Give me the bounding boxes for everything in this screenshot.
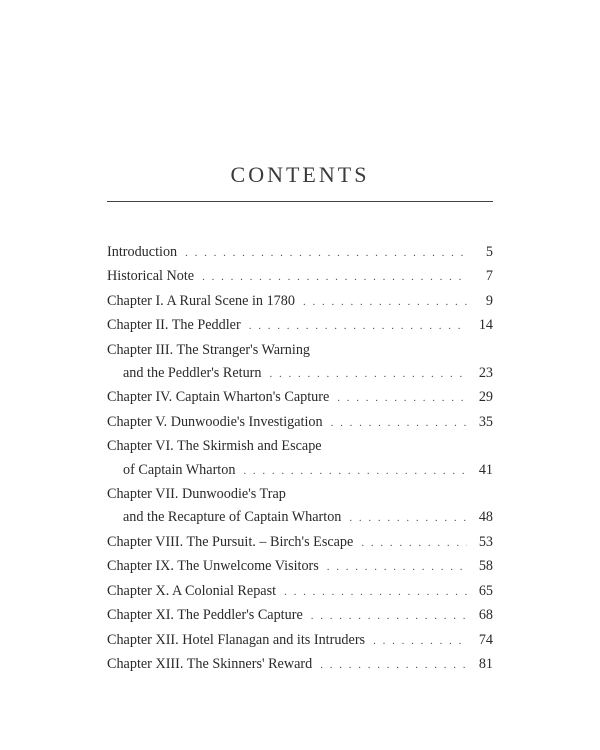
dot-leader: [320, 654, 467, 677]
toc-entry-chapter-7: [107, 483, 493, 531]
toc-page-number: 41: [478, 461, 493, 478]
toc-entry-chapter-9: [107, 555, 493, 579]
toc-entry-chapter-1: [107, 290, 493, 314]
toc-entry-label: Chapter II. The Peddler: [107, 317, 241, 334]
toc-page-number: 23: [478, 365, 493, 382]
toc-entry-chapter-4: [107, 386, 493, 410]
dot-leader: [337, 387, 467, 410]
title-rule: [107, 201, 493, 202]
toc-page-number: 58: [478, 558, 493, 575]
toc-entry-label: Chapter I. A Rural Scene in 1780: [107, 292, 295, 309]
toc-entry-label: Introduction: [107, 244, 178, 260]
toc-entry-label: and the Recapture of Captain Wharton: [123, 509, 342, 526]
toc-entry-chapter-13: [107, 653, 493, 677]
toc-page-number: 81: [478, 655, 493, 672]
toc-entry-label: Chapter XI. The Peddler's Capture: [107, 607, 303, 624]
dot-leader: [185, 242, 467, 265]
dot-leader: [327, 556, 467, 579]
toc-entry-historical-note: [107, 265, 493, 289]
toc-entry-chapter-8: [107, 531, 493, 555]
toc-page-number: 74: [478, 631, 493, 648]
toc-entry-label-line1: Chapter VI. The Skirmish and Escape: [107, 438, 322, 455]
toc-entry-label: Chapter V. Dunwoodie's Investigation: [107, 413, 323, 430]
toc-entry-label-line1: Chapter III. The Stranger's Warning: [107, 341, 311, 358]
dot-leader: [284, 581, 467, 604]
toc-entry-introduction: [107, 241, 493, 265]
toc-entry-chapter-10: [107, 580, 493, 604]
toc-page-number: 5: [485, 244, 493, 260]
toc-entry-label: Chapter IV. Captain Wharton's Capture: [107, 389, 330, 406]
contents-title: CONTENTS: [230, 162, 370, 187]
dot-leader: [249, 315, 467, 338]
dot-leader: [243, 460, 467, 483]
dot-leader: [202, 266, 467, 289]
toc-entry-chapter-12: [107, 629, 493, 653]
dot-leader: [373, 630, 467, 653]
toc-entry-chapter-6: [107, 435, 493, 483]
toc-entry-label: Chapter VIII. The Pursuit. – Birch's Escape: [107, 533, 354, 550]
toc-entry-label: Chapter XIII. The Skinners' Reward: [107, 655, 313, 672]
toc-page-number: 53: [478, 533, 493, 550]
toc-entry-label-line1: Chapter VII. Dunwoodie's Trap: [107, 486, 286, 503]
toc-page-number: 35: [478, 413, 493, 430]
toc-page-number: 9: [485, 292, 493, 309]
toc-page-number: 65: [478, 582, 493, 599]
toc-page-number: 48: [478, 509, 493, 526]
toc-entry-chapter-11: [107, 604, 493, 628]
toc-entry-chapter-5: [107, 411, 493, 435]
dot-leader: [303, 291, 467, 314]
table-of-contents: [107, 241, 493, 677]
dot-leader: [311, 605, 467, 628]
toc-page-number: 7: [485, 268, 493, 285]
toc-entry-label: Historical Note: [107, 268, 195, 285]
toc-entry-label: Chapter XII. Hotel Flanagan and its Intruders: [107, 631, 366, 648]
dot-leader: [331, 412, 467, 435]
toc-entry-label: and the Peddler's Return: [123, 365, 262, 382]
toc-entry-label: Chapter IX. The Unwelcome Visitors: [107, 558, 319, 575]
dot-leader: [270, 363, 468, 386]
toc-page-number: 14: [478, 317, 493, 334]
toc-page-number: 68: [478, 607, 493, 624]
toc-entry-chapter-2: [107, 314, 493, 338]
toc-page-number: 29: [478, 389, 493, 406]
toc-entry-label: Chapter X. A Colonial Repast: [107, 582, 277, 599]
dot-leader: [349, 507, 467, 530]
toc-entry-label: of Captain Wharton: [123, 461, 236, 478]
toc-entry-chapter-3: [107, 339, 493, 387]
dot-leader: [361, 532, 467, 555]
